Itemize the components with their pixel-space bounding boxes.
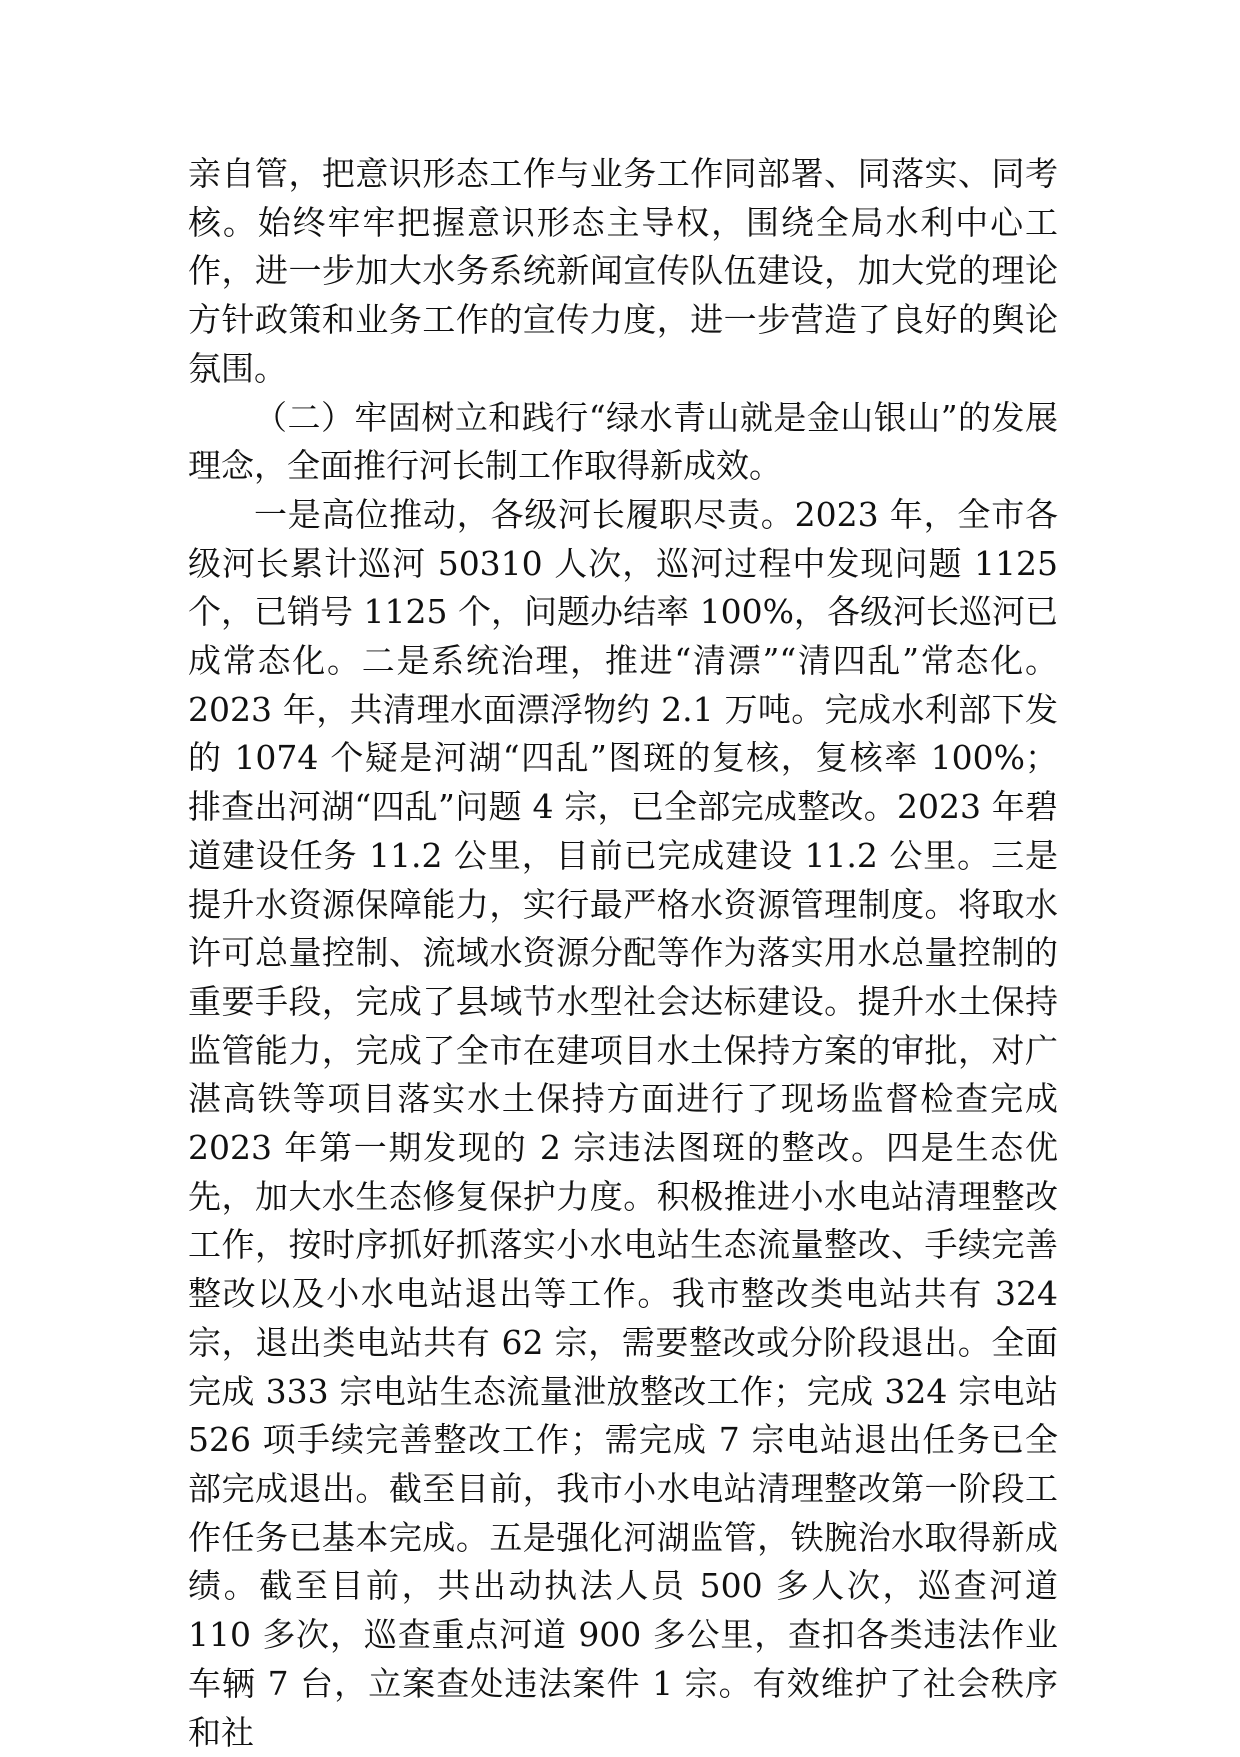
paragraph-river-chief-system: 一是高位推动，各级河长履职尽责。2023 年，全市各级河长累计巡河 50310 人次，巡河过程中发现问题 1125 个，已销号 1125 个，问题办结率 100%，各级河长巡河已成常态化。二是系统治理，推进“清漂”“清四乱”常态化。2023 年，共清理水面漂浮物约 2.1 万吨。完成水利部下发的 1074 个疑是河湖“四乱”图斑的复核，复核率 100%；排查出河湖“四乱”问题 4 宗，已全部完成整改。2023 年碧道建设任务 11.2 公里，目前已完成建设 11.2 公里。三是提升水资源保障能力，实行最严格水资源管理制度。将取水许可总量控制、流域水资源分配等作为落实用水总量控制的重要手段，完成了县域节水型社会达标建设。提升水土保持监管能力，完成了全市在建项目水土保持方案的审批，对广湛高铁等项目落实水土保持方面进行了现场监督检查完成 2023 年第一期发现的 2 宗违法图斑的整改。四是生态优先，加大水生态修复保护力度。积极推进小水电站清理整改工作，按时序抓好抓落实小水电站生态流量整改、手续完善整改以及小水电站退出等工作。我市整改类电站共有 324 宗，退出类电站共有 62 宗，需要整改或分阶段退出。全面完成 333 宗电站生态流量泄放整改工作；完成 324 宗电站 526 项手续完善整改工作；需完成 7 宗电站退出任务已全部完成退出。截至目前，我市小水电站清理整改第一阶段工作任务已基本完成。五是强化河湖监管，铁腕治水取得新成绩。截至目前，共出动执法人员 500 多人次，巡查河道 110 多次，巡查重点河道 900 多公里，查扣各类违法作业车辆 7 台，立案查处违法案件 1 宗。有效维护了社会秩序和社 xyxy=(188,494,1058,1752)
paragraph-section-heading-2: （二）牢固树立和践行“绿水青山就是金山银山”的发展理念，全面推行河长制工作取得新成效。 xyxy=(188,397,1058,486)
body-text xyxy=(188,150,1058,1757)
paragraph-ideology-work: 亲自管，把意识形态工作与业务工作同部署、同落实、同考核。始终牢牢把握意识形态主导权，围绕全局水利中心工作，进一步加大水务系统新闻宣传队伍建设，加大党的理论方针政策和业务工作的宣传力度，进一步营造了良好的舆论氛围。 xyxy=(188,154,1058,388)
